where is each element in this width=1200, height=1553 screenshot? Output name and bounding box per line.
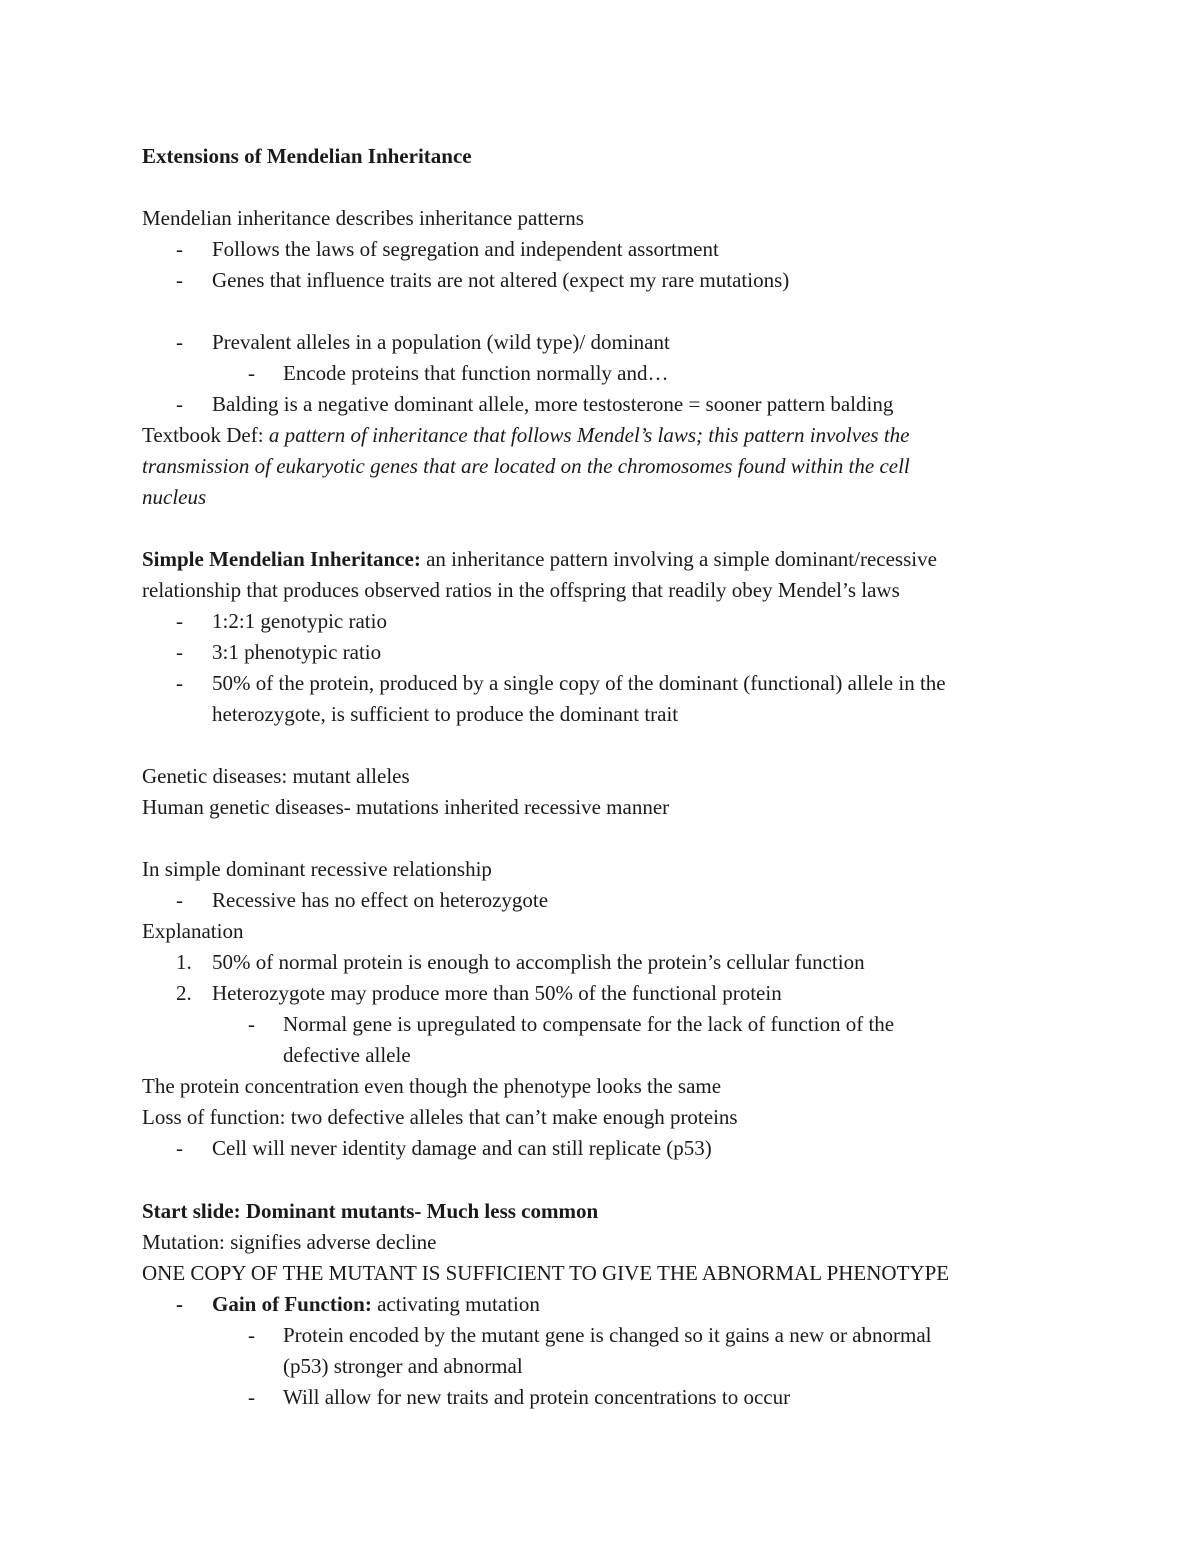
list-item-text: 50% of normal protein is enough to accomplish the protein’s cellular function <box>212 950 865 974</box>
section-heading: Start slide: Dominant mutants- Much less common <box>142 1199 599 1223</box>
simple-inheritance-text: relationship that produces observed ratios in the offspring that readily obey Mendel’s laws <box>142 578 900 602</box>
paragraph-line: Human genetic diseases- mutations inherited recessive manner <box>142 795 670 819</box>
bullet-dash: - <box>248 1012 255 1036</box>
paragraph-line: ONE COPY OF THE MUTANT IS SUFFICIENT TO GIVE THE ABNORMAL PHENOTYPE <box>142 1261 950 1285</box>
textbook-definition <box>142 420 909 451</box>
bullet-dash: - <box>176 330 183 354</box>
bullet-dash: - <box>176 237 183 261</box>
simple-inheritance-definition <box>142 544 937 575</box>
list-item-text: Recessive has no effect on heterozygote <box>212 888 549 912</box>
bullet-dash: - <box>176 268 183 292</box>
list-item-text: heterozygote, is sufficient to produce the dominant trait <box>212 702 679 726</box>
bullet-dash: - <box>176 640 183 664</box>
gain-of-function-text: activating mutation <box>371 1292 540 1316</box>
list-item-text: 1:2:1 genotypic ratio <box>212 609 387 633</box>
intro-heading: Mendelian inheritance describes inheritance patterns <box>142 206 584 230</box>
paragraph-line: In simple dominant recessive relationship <box>142 857 492 881</box>
bullet-dash: - <box>176 1136 183 1160</box>
bullet-dash: - <box>248 361 255 385</box>
list-item-text: Protein encoded by the mutant gene is changed so it gains a new or abnormal <box>283 1323 932 1347</box>
paragraph-line: Loss of function: two defective alleles that can’t make enough proteins <box>142 1105 738 1129</box>
bullet-dash: - <box>248 1385 255 1409</box>
paragraph-line: Mutation: signifies adverse decline <box>142 1230 437 1254</box>
list-item-text: Heterozygote may produce more than 50% of the functional protein <box>212 981 782 1005</box>
bullet-dash: - <box>176 888 183 912</box>
list-number: 1. <box>176 950 192 974</box>
list-item-text: Genes that influence traits are not altered (expect my rare mutations) <box>212 268 790 292</box>
bullet-dash: - <box>176 609 183 633</box>
textbook-definition-text: nucleus <box>142 485 207 509</box>
list-item-text <box>212 1289 540 1320</box>
list-item-text: (p53) stronger and abnormal <box>283 1354 523 1378</box>
list-item-text: defective allele <box>283 1043 411 1067</box>
list-item-text: Cell will never identity damage and can still replicate (p53) <box>212 1136 712 1160</box>
list-item-text: Normal gene is upregulated to compensate for the lack of function of the <box>283 1012 895 1036</box>
paragraph-line: The protein concentration even though the phenotype looks the same <box>142 1074 722 1098</box>
list-item-text: 50% of the protein, produced by a single copy of the dominant (functional) allele in the <box>212 671 946 695</box>
list-number: 2. <box>176 981 192 1005</box>
paragraph-line: Explanation <box>142 919 244 943</box>
list-item-text: Prevalent alleles in a population (wild type)/ dominant <box>212 330 670 354</box>
list-item-text: 3:1 phenotypic ratio <box>212 640 382 664</box>
simple-inheritance-term: Simple Mendelian Inheritance: <box>142 547 421 571</box>
gain-of-function-term: Gain of Function: <box>212 1292 372 1316</box>
textbook-label: Textbook Def: <box>142 423 269 447</box>
textbook-definition-text: transmission of eukaryotic genes that are located on the chromosomes found within the cell <box>142 454 910 478</box>
list-item-text: Encode proteins that function normally and… <box>283 361 669 385</box>
document-title: Extensions of Mendelian Inheritance <box>142 144 472 168</box>
textbook-definition-text: a pattern of inheritance that follows Mendel’s laws; this pattern involves the <box>268 423 910 447</box>
list-item-text: Follows the laws of segregation and independent assortment <box>212 237 719 261</box>
bullet-dash: - <box>176 671 183 695</box>
bullet-dash: - <box>248 1323 255 1347</box>
paragraph-line: Genetic diseases: mutant alleles <box>142 764 410 788</box>
simple-inheritance-text: an inheritance pattern involving a simple dominant/recessive <box>420 547 937 571</box>
bullet-dash: - <box>176 392 183 416</box>
list-item-text: Will allow for new traits and protein concentrations to occur <box>283 1385 791 1409</box>
bullet-dash: - <box>176 1292 183 1316</box>
list-item-text: Balding is a negative dominant allele, more testosterone = sooner pattern balding <box>212 392 894 416</box>
